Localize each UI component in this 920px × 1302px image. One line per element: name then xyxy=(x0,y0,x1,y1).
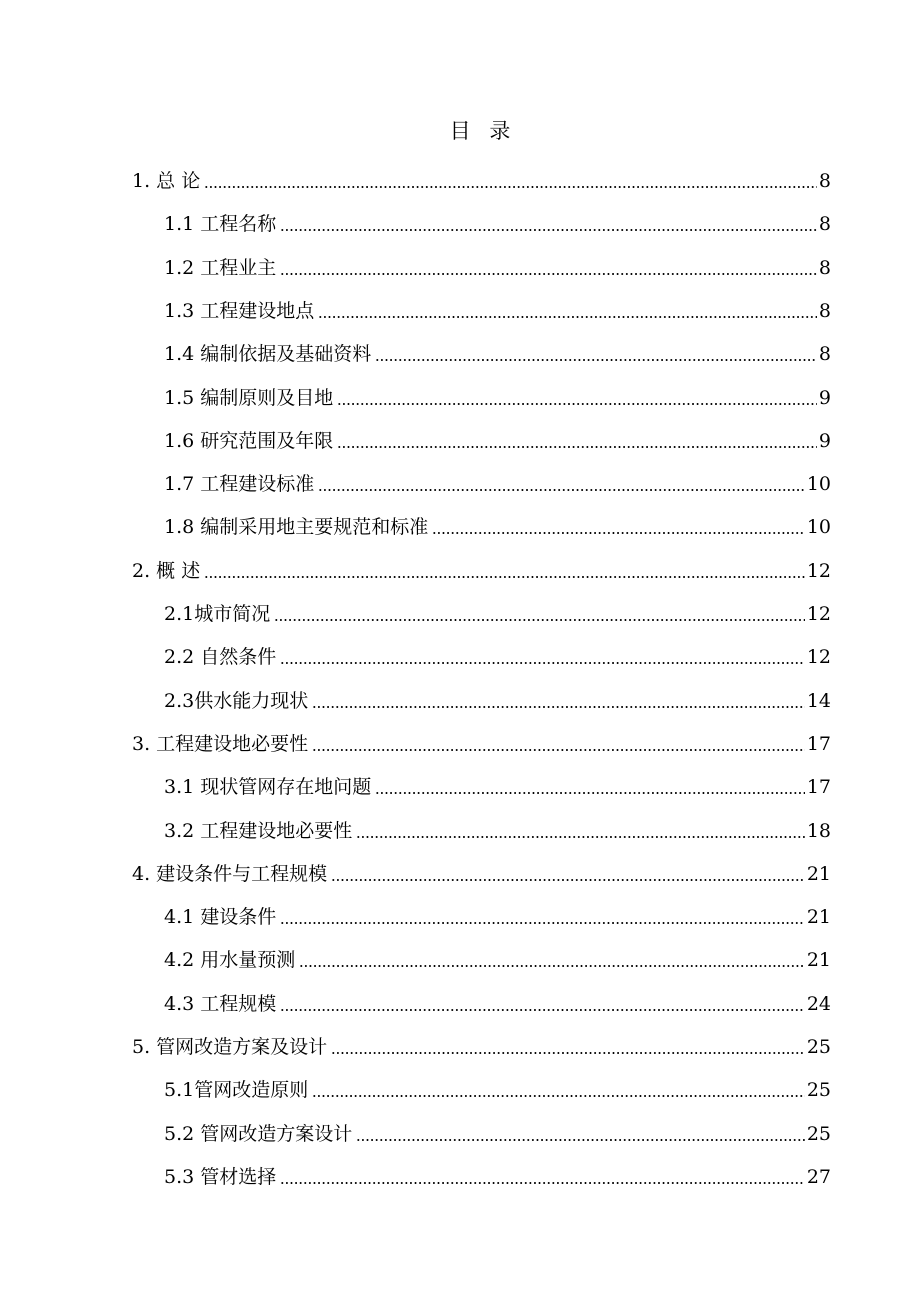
toc-entry xyxy=(132,851,831,887)
toc-entry xyxy=(132,721,831,757)
toc-entry xyxy=(164,201,831,237)
toc-entry-page: 24 xyxy=(806,992,831,1015)
dot-leader xyxy=(280,1009,805,1011)
toc-entry-page: 21 xyxy=(806,862,831,885)
toc-entry xyxy=(164,245,831,281)
dot-leader xyxy=(204,186,817,188)
dot-leader xyxy=(280,229,817,231)
toc-entry-page: 25 xyxy=(806,1036,831,1058)
dot-leader xyxy=(312,749,805,751)
toc-entry xyxy=(164,331,831,367)
toc-entry-label: 2.2 自然条件 xyxy=(164,646,277,669)
toc-entry-page: 18 xyxy=(806,819,831,842)
dot-leader xyxy=(375,792,805,794)
toc-entry xyxy=(132,1024,831,1060)
toc-entry-page: 21 xyxy=(806,906,831,929)
toc-entry-label: 5.3 管材选择 xyxy=(164,1165,277,1188)
toc-entry-page: 9 xyxy=(818,386,831,409)
dot-leader xyxy=(356,1139,805,1141)
toc-entry-label: 1.5 编制原则及目地 xyxy=(164,386,334,409)
dot-leader xyxy=(312,706,805,708)
toc-entry-page: 14 xyxy=(806,689,831,712)
toc-entry xyxy=(164,375,831,411)
toc-entry-page: 12 xyxy=(806,603,831,625)
toc-entry-label: 5. 管网改造方案及设计 xyxy=(132,1036,328,1058)
toc-entry-page: 8 xyxy=(818,213,831,236)
toc-entry-page: 8 xyxy=(818,170,831,192)
toc-entry xyxy=(164,461,831,497)
toc-entry xyxy=(164,894,831,930)
toc-entry-label: 1.6 研究范围及年限 xyxy=(164,429,334,452)
toc-entry xyxy=(164,1154,831,1190)
dot-leader xyxy=(280,662,805,664)
toc-entry xyxy=(164,764,831,800)
dot-leader xyxy=(356,836,805,838)
toc-entry-page: 10 xyxy=(806,473,831,496)
dot-leader xyxy=(337,446,817,448)
toc-entry-label: 1.3 工程建设地点 xyxy=(164,299,315,322)
toc-entry-label: 4.3 工程规模 xyxy=(164,992,277,1015)
toc-entry-label: 2.1城市简况 xyxy=(164,603,271,625)
dot-leader xyxy=(299,965,805,967)
toc-entry xyxy=(164,634,831,670)
toc-entry-label: 4.2 用水量预测 xyxy=(164,949,296,972)
dot-leader xyxy=(280,273,817,275)
toc-entry xyxy=(164,981,831,1017)
toc-entry-page: 9 xyxy=(818,429,831,452)
dot-leader xyxy=(280,922,805,924)
toc-entry-page: 10 xyxy=(806,516,831,539)
dot-leader xyxy=(375,359,817,361)
toc-entry xyxy=(164,1067,831,1103)
dot-leader xyxy=(318,316,817,318)
toc-entry xyxy=(164,678,831,714)
toc-entry-page: 27 xyxy=(806,1165,831,1188)
toc-entry-label: 1. 总 论 xyxy=(132,170,201,192)
dot-leader xyxy=(432,532,805,534)
toc-entry-label: 1.1 工程名称 xyxy=(164,213,277,236)
toc-entry xyxy=(164,418,831,454)
dot-leader xyxy=(331,879,805,881)
toc-entry xyxy=(132,158,831,194)
toc-entry-label: 5.1管网改造原则 xyxy=(164,1079,309,1102)
dot-leader xyxy=(280,1182,805,1184)
toc-entry-page: 8 xyxy=(818,343,831,366)
dot-leader xyxy=(318,489,805,491)
toc-entry-label: 2.3供水能力现状 xyxy=(164,689,309,712)
dot-leader xyxy=(274,619,805,621)
toc-entry-label: 3.1 现状管网存在地问题 xyxy=(164,776,372,799)
toc-title: 目 录 xyxy=(449,119,517,143)
toc-entry-page: 12 xyxy=(806,559,831,582)
toc-entry-label: 1.4 编制依据及基础资料 xyxy=(164,343,372,366)
toc-entry-page: 12 xyxy=(806,646,831,669)
toc-entry xyxy=(132,548,831,584)
toc-entry-page: 21 xyxy=(806,949,831,972)
toc-entry-label: 5.2 管网改造方案设计 xyxy=(164,1122,353,1145)
toc-entry-page: 17 xyxy=(806,732,831,755)
dot-leader xyxy=(204,576,805,578)
toc-entry xyxy=(164,504,831,540)
toc-entry-page: 17 xyxy=(806,776,831,799)
toc-entry xyxy=(164,591,831,627)
toc-entry-page: 25 xyxy=(806,1079,831,1102)
toc-entry-label: 1.8 编制采用地主要规范和标准 xyxy=(164,516,429,539)
toc-entry-label: 1.7 工程建设标准 xyxy=(164,473,315,496)
dot-leader xyxy=(312,1095,805,1097)
dot-leader xyxy=(337,403,817,405)
toc-entry-label: 4. 建设条件与工程规模 xyxy=(132,862,328,885)
toc-entry-label: 3. 工程建设地必要性 xyxy=(132,732,309,755)
toc-entry-page: 25 xyxy=(806,1122,831,1145)
toc-entry-label: 3.2 工程建设地必要性 xyxy=(164,819,353,842)
toc-entry-label: 1.2 工程业主 xyxy=(164,256,277,279)
toc-entry xyxy=(164,288,831,324)
toc-entry xyxy=(164,808,831,844)
dot-leader xyxy=(331,1052,805,1054)
toc-entry-page: 8 xyxy=(818,299,831,322)
toc-entry-label: 2. 概 述 xyxy=(132,559,201,582)
toc-entry xyxy=(164,1111,831,1147)
toc-entry-page: 8 xyxy=(818,256,831,279)
toc-entry-label: 4.1 建设条件 xyxy=(164,906,277,929)
toc-entry xyxy=(164,937,831,973)
